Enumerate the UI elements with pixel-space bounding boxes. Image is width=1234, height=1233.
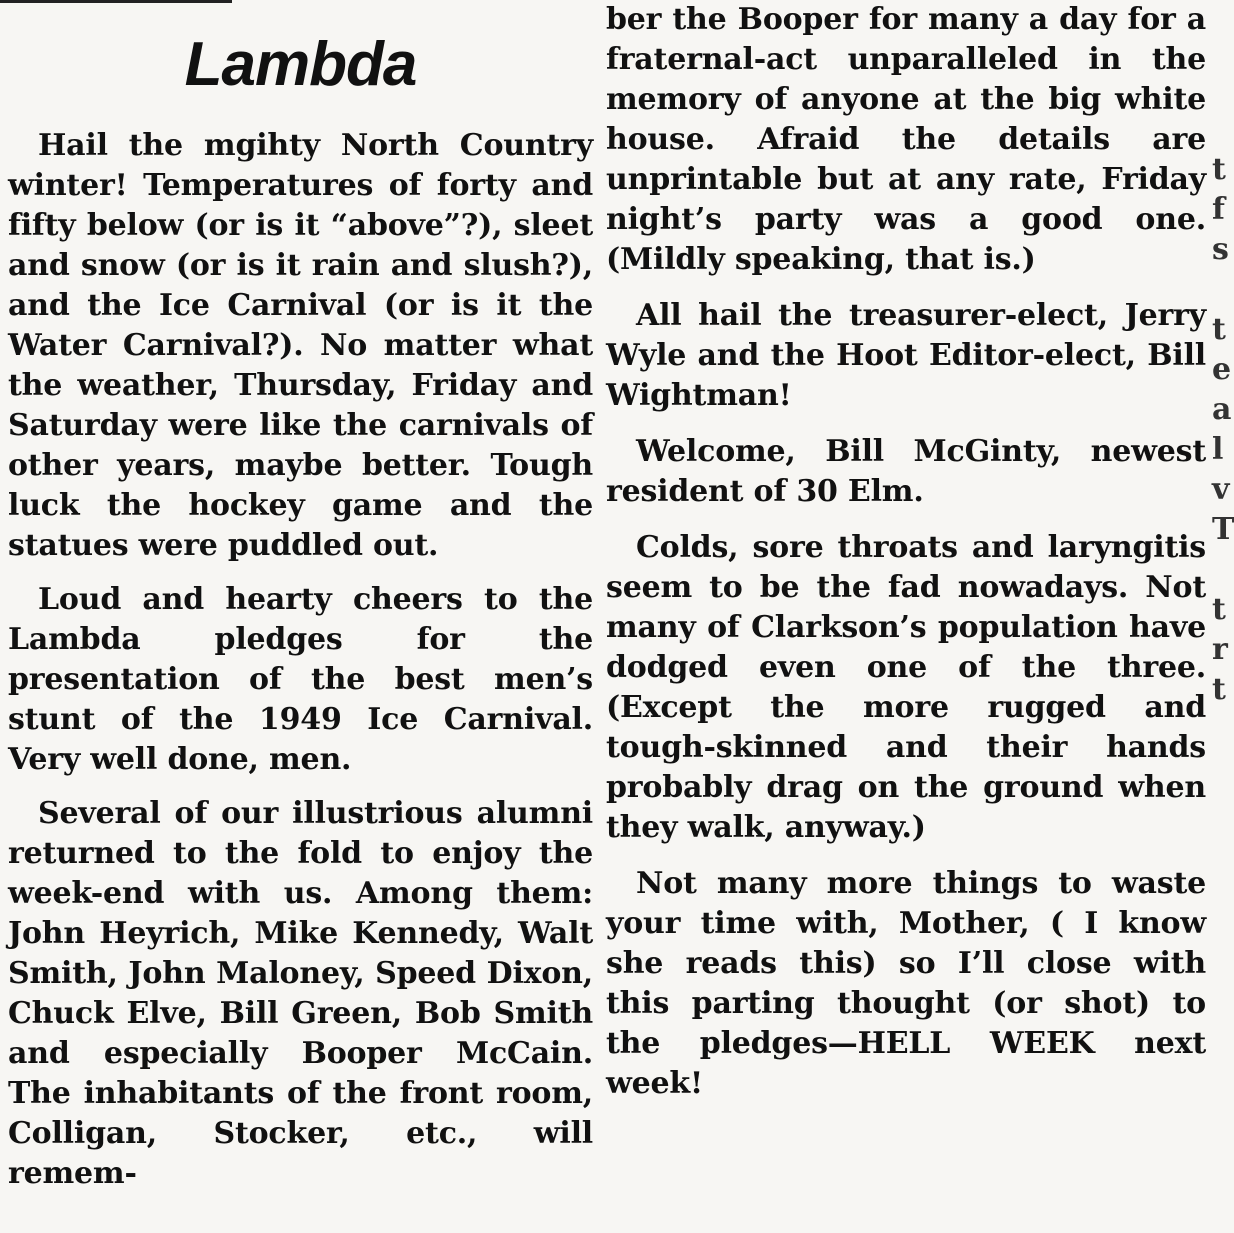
fragment-line: t [1212, 592, 1226, 627]
paragraph-colds: Colds, sore throats and laryngitis seem to be the fad nowadays. Not many of Clarkson’s population have dodged even one of the three. (Except the more rugged and tough-skinned and their hands probably drag on the ground when they walk, anyway.) [606, 530, 1206, 845]
fragment-line: e [1212, 352, 1232, 387]
fragment-line: r [1212, 632, 1228, 667]
fragment-line: t [1212, 312, 1226, 347]
fragment-line: f [1212, 192, 1225, 227]
fragment-line [1212, 270, 1231, 310]
fragment-line: t [1212, 672, 1226, 707]
article-headline: Lambda [184, 30, 417, 99]
fragment-line [1212, 550, 1231, 590]
paragraph-closing: Not many more things to waste your time with, Mother, ( I know she reads this) so I’ll close with this parting thought (or shot) to the pledges—HELL WEEK next week! [606, 866, 1206, 1101]
paragraph-officers-elect: All hail the treasurer-elect, Jerry Wyle and the Hoot Editor-elect, Bill Wightman! [606, 298, 1206, 413]
fragment-line: s [1212, 232, 1229, 267]
paragraph-winter: Hail the mgihty North Country winter! Temperatures of forty and fifty below (or is it “above”?), sleet and snow (or is it rain and slush?), and the Ice Carnival (or is it the Water Carnival?). No matter what the weather, Thursday, Friday and Saturday were like the carnivals of other years, maybe better. Tough luck the hockey game and the statues were puddled out. [8, 128, 593, 563]
paragraph-pledges-cheers: Loud and hearty cheers to the Lambda pledges for the presentation of the best men’s stunt of the 1949 Ice Carnival. Very well done, men. [8, 582, 593, 777]
fragment-line: t [1212, 152, 1226, 187]
fragment-line: a [1212, 392, 1232, 427]
fragment-line: T [1212, 512, 1234, 547]
paragraph-alumni: Several of our illustrious alumni returned to the fold to enjoy the week-end with us. Among them: John Heyrich, Mike Kennedy, Walt Smith, John Maloney, Speed Dixon, Chuck Elve, Bill Green, Bob Smith and especially Booper McCain. The inhabitants of the front room, Colligan, Stocker, etc., will remem- [8, 796, 593, 1191]
paragraph-booper-continued: ber the Booper for many a day for a fraternal-act unparalleled in the memory of anyone at the big white house. Afraid the details are unprintable but at any rate, Friday night’s party was a good one. (Mildly speaking, that is.) [606, 2, 1206, 277]
fragment-line: v [1212, 472, 1230, 507]
fragment-line: l [1212, 432, 1224, 467]
left-column [8, 0, 593, 1208]
middle-column [606, 0, 1206, 1120]
right-column-fragment [1212, 150, 1234, 710]
paragraph-welcome: Welcome, Bill McGinty, newest resident of 30 Elm. [606, 434, 1206, 509]
